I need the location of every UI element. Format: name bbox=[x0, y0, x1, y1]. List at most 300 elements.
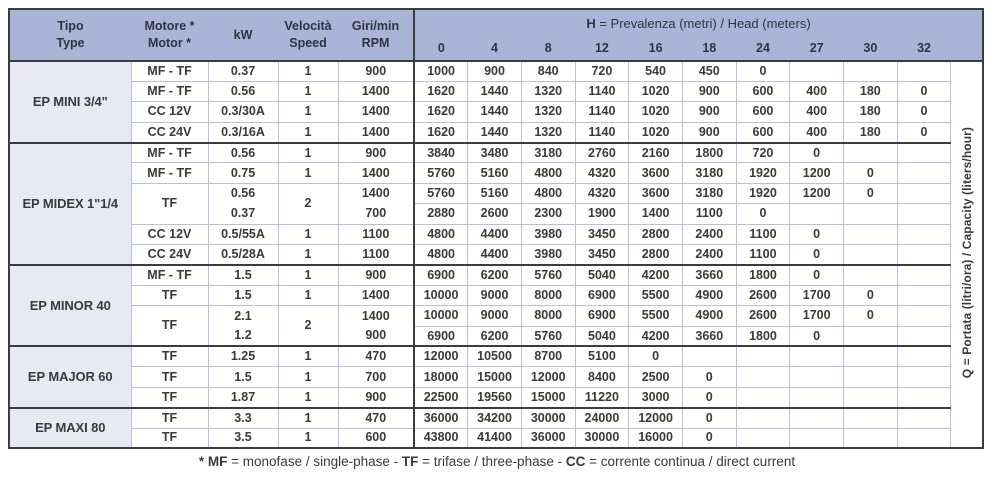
q-value-cell bbox=[844, 346, 898, 366]
q-value-cell: 3180 bbox=[682, 183, 736, 203]
q-value-cell: 4400 bbox=[468, 245, 522, 265]
q-value-cell: 1800 bbox=[736, 326, 790, 346]
motor-type-cell: TF bbox=[131, 346, 208, 366]
q-value-cell: 1140 bbox=[575, 81, 629, 101]
rpm-cell: 700 bbox=[338, 367, 414, 387]
q-value-cell: 1200 bbox=[790, 183, 844, 203]
q-value-cell bbox=[736, 387, 790, 407]
q-value-cell bbox=[844, 408, 898, 428]
q-value-cell bbox=[844, 428, 898, 448]
q-value-cell: 5760 bbox=[521, 326, 575, 346]
q-value-cell: 0 bbox=[790, 245, 844, 265]
q-value-cell bbox=[790, 428, 844, 448]
speed-cell: 1 bbox=[278, 428, 338, 448]
col-header-giri-line2: RPM bbox=[361, 36, 390, 50]
speed-cell: 2 bbox=[278, 183, 338, 224]
speed-cell: 1 bbox=[278, 81, 338, 101]
q-value-cell: 6200 bbox=[468, 265, 522, 285]
table-row bbox=[9, 102, 983, 122]
q-column-header-spacer bbox=[951, 37, 983, 61]
rpm-cell: 700 bbox=[338, 204, 414, 224]
q-value-cell bbox=[897, 245, 951, 265]
q-value-cell bbox=[897, 163, 951, 183]
q-value-cell: 1140 bbox=[575, 102, 629, 122]
speed-cell: 1 bbox=[278, 346, 338, 366]
q-value-cell: 600 bbox=[736, 122, 790, 142]
q-value-cell bbox=[897, 428, 951, 448]
q-value-cell: 2600 bbox=[468, 204, 522, 224]
q-value-cell bbox=[844, 245, 898, 265]
q-value-cell: 8400 bbox=[575, 367, 629, 387]
motor-type-cell: TF bbox=[131, 428, 208, 448]
q-value-cell: 5500 bbox=[629, 285, 683, 305]
kw-cell: 0.56 bbox=[208, 183, 278, 203]
footnote-segment: = trifase / three-phase - bbox=[418, 454, 566, 469]
table-row bbox=[9, 245, 983, 265]
kw-cell: 0.37 bbox=[208, 61, 278, 81]
q-value-cell: 600 bbox=[736, 102, 790, 122]
table-row bbox=[9, 265, 983, 285]
q-value-cell: 5760 bbox=[414, 183, 468, 203]
q-value-cell: 900 bbox=[682, 102, 736, 122]
motor-type-cell: MF - TF bbox=[131, 163, 208, 183]
rpm-cell: 900 bbox=[338, 387, 414, 407]
q-value-cell: 1620 bbox=[414, 102, 468, 122]
q-value-cell: 1100 bbox=[736, 245, 790, 265]
q-value-cell: 1400 bbox=[629, 204, 683, 224]
speed-cell: 1 bbox=[278, 367, 338, 387]
q-value-cell bbox=[790, 387, 844, 407]
q-value-cell: 10000 bbox=[414, 285, 468, 305]
q-value-cell: 1020 bbox=[629, 122, 683, 142]
q-value-cell bbox=[682, 346, 736, 366]
q-value-cell: 0 bbox=[682, 367, 736, 387]
q-axis-label: Q = Portata (litri/ora) / Capacity (liters/hour) bbox=[959, 127, 974, 379]
q-value-cell: 3980 bbox=[521, 224, 575, 244]
speed-cell: 1 bbox=[278, 143, 338, 163]
q-value-cell: 4800 bbox=[521, 183, 575, 203]
kw-cell: 3.5 bbox=[208, 428, 278, 448]
q-value-cell: 4400 bbox=[468, 224, 522, 244]
q-value-cell: 0 bbox=[790, 326, 844, 346]
q-value-cell bbox=[897, 265, 951, 285]
kw-cell: 1.5 bbox=[208, 285, 278, 305]
q-value-cell: 1440 bbox=[468, 81, 522, 101]
q-value-cell: 3600 bbox=[629, 183, 683, 203]
section-label: EP MINI 3/4" bbox=[9, 61, 131, 143]
q-value-cell bbox=[897, 367, 951, 387]
speed-cell: 1 bbox=[278, 387, 338, 407]
head-value-0: 0 bbox=[414, 37, 468, 61]
table-row bbox=[9, 163, 983, 183]
q-value-cell: 3840 bbox=[414, 143, 468, 163]
q-value-cell: 5160 bbox=[468, 183, 522, 203]
q-value-cell: 0 bbox=[736, 204, 790, 224]
q-value-cell: 180 bbox=[844, 122, 898, 142]
head-value-8: 8 bbox=[521, 37, 575, 61]
q-value-cell: 10500 bbox=[468, 346, 522, 366]
kw-cell: 1.25 bbox=[208, 346, 278, 366]
table-row bbox=[9, 143, 983, 163]
q-value-cell bbox=[897, 143, 951, 163]
table-row bbox=[9, 408, 983, 428]
footnote bbox=[0, 454, 994, 469]
speed-cell: 1 bbox=[278, 285, 338, 305]
motor-type-cell: TF bbox=[131, 367, 208, 387]
head-value-30: 30 bbox=[844, 37, 898, 61]
rpm-cell: 900 bbox=[338, 265, 414, 285]
q-value-cell: 3180 bbox=[521, 143, 575, 163]
speed-cell: 1 bbox=[278, 224, 338, 244]
q-value-cell: 43800 bbox=[414, 428, 468, 448]
speed-cell: 2 bbox=[278, 306, 338, 347]
motor-type-cell: TF bbox=[131, 183, 208, 224]
q-value-cell: 2800 bbox=[629, 245, 683, 265]
section-label: EP MINOR 40 bbox=[9, 265, 131, 347]
motor-type-cell: MF - TF bbox=[131, 143, 208, 163]
q-value-cell: 1440 bbox=[468, 122, 522, 142]
q-value-cell: 2760 bbox=[575, 143, 629, 163]
q-value-cell bbox=[844, 204, 898, 224]
speed-cell: 1 bbox=[278, 122, 338, 142]
kw-cell: 0.37 bbox=[208, 204, 278, 224]
q-value-cell: 1620 bbox=[414, 81, 468, 101]
rpm-cell: 900 bbox=[338, 326, 414, 346]
rpm-cell: 470 bbox=[338, 346, 414, 366]
q-value-cell: 0 bbox=[844, 183, 898, 203]
q-value-cell: 22500 bbox=[414, 387, 468, 407]
q-value-cell: 3600 bbox=[629, 163, 683, 183]
q-value-cell: 30000 bbox=[521, 408, 575, 428]
col-header-motore-line1: Motore * bbox=[144, 19, 195, 34]
q-value-cell: 36000 bbox=[414, 408, 468, 428]
q-value-cell: 8000 bbox=[521, 285, 575, 305]
q-value-cell: 4320 bbox=[575, 183, 629, 203]
table-row bbox=[9, 224, 983, 244]
rpm-cell: 1400 bbox=[338, 102, 414, 122]
q-value-cell: 1200 bbox=[790, 163, 844, 183]
rpm-cell: 900 bbox=[338, 143, 414, 163]
speed-cell: 1 bbox=[278, 245, 338, 265]
kw-cell: 1.2 bbox=[208, 326, 278, 346]
motor-type-cell: TF bbox=[131, 285, 208, 305]
q-value-cell: 6900 bbox=[575, 306, 629, 326]
q-value-cell: 3660 bbox=[682, 265, 736, 285]
col-header-tipo-line1: Tipo bbox=[57, 19, 84, 34]
q-value-cell: 4320 bbox=[575, 163, 629, 183]
q-value-cell: 34200 bbox=[468, 408, 522, 428]
table-header bbox=[9, 9, 983, 61]
q-value-cell: 16000 bbox=[629, 428, 683, 448]
table-row bbox=[9, 81, 983, 101]
q-value-cell bbox=[736, 408, 790, 428]
q-value-cell: 6200 bbox=[468, 326, 522, 346]
kw-cell: 0.3/30A bbox=[208, 102, 278, 122]
footnote-segment: TF bbox=[401, 454, 419, 469]
header-row-main bbox=[9, 9, 983, 37]
q-value-cell bbox=[790, 367, 844, 387]
footnote-segment: CC bbox=[565, 454, 586, 469]
head-value-32: 32 bbox=[897, 37, 951, 61]
q-value-cell: 41400 bbox=[468, 428, 522, 448]
q-value-cell: 1320 bbox=[521, 81, 575, 101]
q-value-cell: 5040 bbox=[575, 326, 629, 346]
q-value-cell: 2400 bbox=[682, 245, 736, 265]
q-value-cell: 0 bbox=[682, 428, 736, 448]
q-value-cell: 5760 bbox=[521, 265, 575, 285]
q-value-cell: 4800 bbox=[414, 245, 468, 265]
q-value-cell: 2600 bbox=[736, 285, 790, 305]
q-value-cell bbox=[790, 61, 844, 81]
rpm-cell: 1400 bbox=[338, 183, 414, 203]
footnote-segment: = monofase / single-phase - bbox=[227, 454, 402, 469]
q-value-cell: 2500 bbox=[629, 367, 683, 387]
rpm-cell: 1400 bbox=[338, 285, 414, 305]
q-value-cell bbox=[897, 346, 951, 366]
q-value-cell: 1020 bbox=[629, 102, 683, 122]
q-value-cell bbox=[790, 204, 844, 224]
kw-cell: 1.5 bbox=[208, 265, 278, 285]
q-value-cell bbox=[897, 285, 951, 305]
q-value-cell: 1100 bbox=[736, 224, 790, 244]
q-value-cell: 450 bbox=[682, 61, 736, 81]
q-value-cell bbox=[897, 387, 951, 407]
kw-cell: 0.56 bbox=[208, 143, 278, 163]
q-value-cell: 0 bbox=[844, 285, 898, 305]
q-value-cell bbox=[897, 204, 951, 224]
table-row bbox=[9, 61, 983, 81]
q-value-cell: 0 bbox=[790, 265, 844, 285]
q-value-cell: 1700 bbox=[790, 306, 844, 326]
section-label: EP MAXI 80 bbox=[9, 408, 131, 449]
q-value-cell bbox=[736, 428, 790, 448]
q-value-cell: 1440 bbox=[468, 102, 522, 122]
q-value-cell bbox=[897, 61, 951, 81]
head-title-symbol: H bbox=[586, 15, 596, 31]
head-value-16: 16 bbox=[629, 37, 683, 61]
q-value-cell: 840 bbox=[521, 61, 575, 81]
kw-cell: 0.3/16A bbox=[208, 122, 278, 142]
q-value-cell: 0 bbox=[736, 61, 790, 81]
q-value-cell: 2880 bbox=[414, 204, 468, 224]
head-title-text: = Prevalenza (metri) / Head (meters) bbox=[595, 15, 811, 31]
motor-type-cell: MF - TF bbox=[131, 81, 208, 101]
q-value-cell bbox=[897, 224, 951, 244]
q-value-cell: 4900 bbox=[682, 285, 736, 305]
rpm-cell: 470 bbox=[338, 408, 414, 428]
q-value-cell: 4900 bbox=[682, 306, 736, 326]
q-value-cell: 5160 bbox=[468, 163, 522, 183]
rpm-cell: 600 bbox=[338, 428, 414, 448]
q-value-cell: 3980 bbox=[521, 245, 575, 265]
q-value-cell bbox=[844, 143, 898, 163]
q-value-cell: 540 bbox=[629, 61, 683, 81]
q-value-cell: 12000 bbox=[521, 367, 575, 387]
q-value-cell: 1700 bbox=[790, 285, 844, 305]
table-row bbox=[9, 428, 983, 448]
motor-type-cell: CC 12V bbox=[131, 224, 208, 244]
q-value-cell bbox=[736, 367, 790, 387]
col-header-kw: kW bbox=[208, 9, 278, 61]
q-value-cell: 3450 bbox=[575, 224, 629, 244]
q-value-cell bbox=[844, 265, 898, 285]
speed-cell: 1 bbox=[278, 61, 338, 81]
q-value-cell: 19560 bbox=[468, 387, 522, 407]
col-header-tipo-line2: Type bbox=[56, 36, 85, 50]
q-value-cell: 600 bbox=[736, 81, 790, 101]
q-value-cell: 11220 bbox=[575, 387, 629, 407]
q-value-cell: 1800 bbox=[682, 143, 736, 163]
q-value-cell: 1020 bbox=[629, 81, 683, 101]
rpm-cell: 1400 bbox=[338, 163, 414, 183]
q-value-cell bbox=[844, 387, 898, 407]
q-value-cell: 1320 bbox=[521, 102, 575, 122]
q-value-cell: 1920 bbox=[736, 183, 790, 203]
q-value-cell: 24000 bbox=[575, 408, 629, 428]
q-value-cell: 3450 bbox=[575, 245, 629, 265]
q-value-cell: 180 bbox=[844, 81, 898, 101]
q-value-cell: 9000 bbox=[468, 306, 522, 326]
q-value-cell: 15000 bbox=[521, 387, 575, 407]
q-value-cell: 5100 bbox=[575, 346, 629, 366]
rpm-cell: 1400 bbox=[338, 81, 414, 101]
rpm-cell: 1400 bbox=[338, 122, 414, 142]
q-value-cell: 900 bbox=[682, 122, 736, 142]
q-value-cell: 4800 bbox=[414, 224, 468, 244]
q-value-cell: 5040 bbox=[575, 265, 629, 285]
q-value-cell: 6900 bbox=[414, 265, 468, 285]
q-value-cell bbox=[736, 346, 790, 366]
q-value-cell: 720 bbox=[575, 61, 629, 81]
q-value-cell: 9000 bbox=[468, 285, 522, 305]
q-value-cell: 1920 bbox=[736, 163, 790, 183]
q-value-cell bbox=[897, 326, 951, 346]
table-row bbox=[9, 346, 983, 366]
q-value-cell: 720 bbox=[736, 143, 790, 163]
motor-type-cell: TF bbox=[131, 387, 208, 407]
q-value-cell: 900 bbox=[682, 81, 736, 101]
motor-type-cell: TF bbox=[131, 408, 208, 428]
pump-capacity-table bbox=[8, 8, 984, 449]
q-value-cell: 0 bbox=[682, 408, 736, 428]
q-value-cell: 4800 bbox=[521, 163, 575, 183]
kw-cell: 0.56 bbox=[208, 81, 278, 101]
speed-cell: 1 bbox=[278, 163, 338, 183]
table-row bbox=[9, 306, 983, 326]
q-value-cell: 900 bbox=[468, 61, 522, 81]
q-value-cell: 8000 bbox=[521, 306, 575, 326]
q-value-cell: 10000 bbox=[414, 306, 468, 326]
q-value-cell: 2160 bbox=[629, 143, 683, 163]
kw-cell: 0.5/28A bbox=[208, 245, 278, 265]
rpm-cell: 1400 bbox=[338, 306, 414, 326]
rpm-cell: 900 bbox=[338, 61, 414, 81]
q-value-cell: 0 bbox=[897, 81, 951, 101]
table-row bbox=[9, 387, 983, 407]
q-value-cell: 1320 bbox=[521, 122, 575, 142]
motor-type-cell: CC 24V bbox=[131, 122, 208, 142]
q-value-cell: 0 bbox=[844, 163, 898, 183]
head-value-27: 27 bbox=[790, 37, 844, 61]
q-value-cell: 0 bbox=[790, 224, 844, 244]
q-value-cell: 1900 bbox=[575, 204, 629, 224]
q-value-cell bbox=[844, 367, 898, 387]
motor-type-cell: TF bbox=[131, 306, 208, 347]
q-value-cell: 2600 bbox=[736, 306, 790, 326]
table-body bbox=[9, 61, 983, 448]
q-value-cell: 400 bbox=[790, 81, 844, 101]
kw-cell: 1.87 bbox=[208, 387, 278, 407]
q-value-cell: 5500 bbox=[629, 306, 683, 326]
speed-cell: 1 bbox=[278, 102, 338, 122]
q-value-cell bbox=[844, 326, 898, 346]
q-value-cell: 3180 bbox=[682, 163, 736, 183]
kw-cell: 2.1 bbox=[208, 306, 278, 326]
q-value-cell bbox=[897, 183, 951, 203]
kw-cell: 3.3 bbox=[208, 408, 278, 428]
q-value-cell: 400 bbox=[790, 122, 844, 142]
kw-cell: 0.75 bbox=[208, 163, 278, 183]
table-row bbox=[9, 367, 983, 387]
q-value-cell: 5760 bbox=[414, 163, 468, 183]
q-value-cell: 6900 bbox=[414, 326, 468, 346]
q-value-cell: 1000 bbox=[414, 61, 468, 81]
table-row bbox=[9, 183, 983, 203]
kw-cell: 1.5 bbox=[208, 367, 278, 387]
head-value-4: 4 bbox=[468, 37, 522, 61]
q-value-cell: 180 bbox=[844, 102, 898, 122]
q-value-cell: 0 bbox=[629, 346, 683, 366]
q-value-cell bbox=[790, 346, 844, 366]
head-value-24: 24 bbox=[736, 37, 790, 61]
q-value-cell: 0 bbox=[790, 143, 844, 163]
col-header-velocita-line1: Velocità bbox=[284, 19, 332, 34]
footnote-segment: * MF bbox=[198, 454, 228, 469]
col-header-velocita-line2: Speed bbox=[289, 36, 327, 50]
q-value-cell: 2800 bbox=[629, 224, 683, 244]
q-value-cell: 3000 bbox=[629, 387, 683, 407]
q-value-cell bbox=[897, 408, 951, 428]
motor-type-cell: CC 24V bbox=[131, 245, 208, 265]
q-axis-label-cell bbox=[951, 61, 983, 448]
q-value-cell bbox=[790, 408, 844, 428]
q-value-cell: 400 bbox=[790, 102, 844, 122]
q-value-cell: 1800 bbox=[736, 265, 790, 285]
col-header-giri-line1: Giri/min bbox=[351, 19, 400, 34]
q-value-cell: 1620 bbox=[414, 122, 468, 142]
q-value-cell: 36000 bbox=[521, 428, 575, 448]
col-header-velocita bbox=[278, 9, 338, 61]
q-value-cell: 12000 bbox=[629, 408, 683, 428]
section-label: EP MAJOR 60 bbox=[9, 346, 131, 407]
q-value-cell: 2400 bbox=[682, 224, 736, 244]
q-value-cell bbox=[897, 306, 951, 326]
q-value-cell: 6900 bbox=[575, 285, 629, 305]
speed-cell: 1 bbox=[278, 408, 338, 428]
col-header-tipo bbox=[9, 9, 131, 61]
q-value-cell: 1100 bbox=[682, 204, 736, 224]
q-value-cell: 30000 bbox=[575, 428, 629, 448]
q-value-cell: 0 bbox=[897, 102, 951, 122]
col-header-head-title bbox=[414, 9, 983, 37]
q-value-cell: 4200 bbox=[629, 265, 683, 285]
q-value-cell: 3480 bbox=[468, 143, 522, 163]
rpm-cell: 1100 bbox=[338, 224, 414, 244]
col-header-motore-line2: Motor * bbox=[147, 36, 192, 50]
q-value-cell: 4200 bbox=[629, 326, 683, 346]
q-value-cell: 8700 bbox=[521, 346, 575, 366]
head-value-18: 18 bbox=[682, 37, 736, 61]
